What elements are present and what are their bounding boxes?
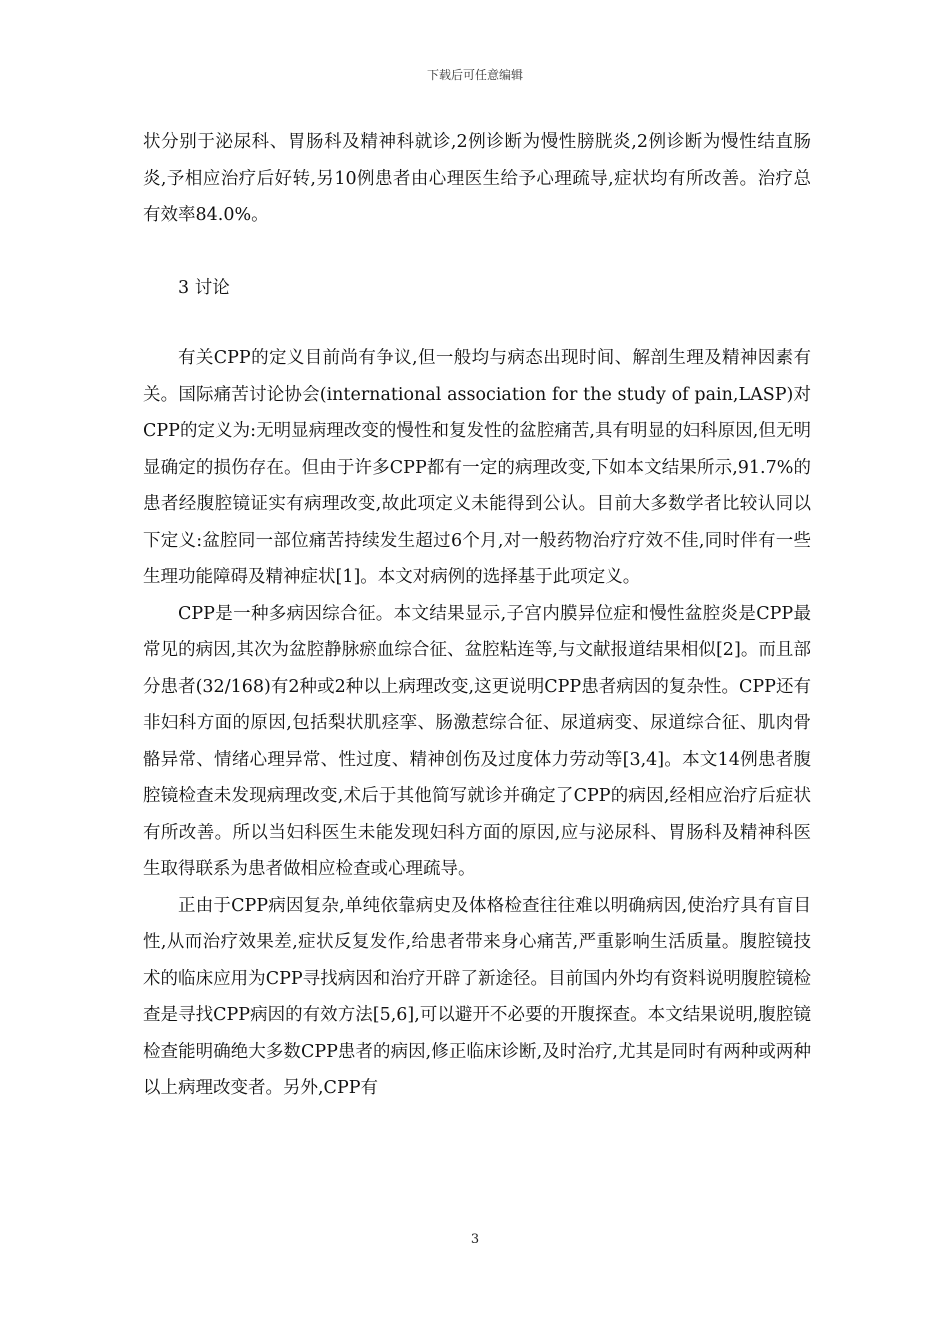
spacer: [143, 306, 811, 340]
spacer: [143, 234, 811, 270]
paragraph-definition: 有关CPP的定义目前尚有争议,但一般均与病态出现时间、解剖生理及精神因素有关。国际痛苦讨论协会(international association for the study of pain,LASP)对CPP的定义为:无明显病理改变的慢性和复发性的盆腔痛苦,具有明显的妇科原因,但无明显确定的损伤存在。但由于许多CPP都有一定的病理改变,下如本文结果所示,91.7%的患者经腹腔镜证实有病理改变,故此项定义未能得到公认。目前大多数学者比较认同以下定义:盆腔同一部位痛苦持续发生超过6个月,对一般药物治疗疗效不佳,同时伴有一些生理功能障碍及精神症状[1]。本文对病例的选择基于此项定义。: [143, 348, 811, 587]
section-heading: 3 讨论: [178, 277, 230, 298]
paragraph-laparoscopy: 正由于CPP病因复杂,单纯依靠病史及体格检查往往难以明确病因,使治疗具有盲目性,从而治疗效果差,症状反复发作,给患者带来身心痛苦,严重影响生活质量。腹腔镜技术的临床应用为CPP寻找病因和治疗开辟了新途径。目前国内外均有资料说明腹腔镜检查是寻找CPP病因的有效方法[5,6],可以避开不必要的开腹探查。本文结果说明,腹腔镜检查能明确绝大多数CPP患者的病因,修正临床诊断,及时治疗,尤其是同时有两种或两种以上病理改变者。另外,CPP有: [143, 895, 811, 1098]
paragraph-etiology: CPP是一种多病因综合征。本文结果显示,子宫内膜异位症和慢性盆腔炎是CPP最常见的病因,其次为盆腔静脉瘀血综合征、盆腔粘连等,与文献报道结果相似[2]。而且部分患者(32/168)有2种或2种以上病理改变,这更说明CPP患者病因的复杂性。CPP还有非妇科方面的原因,包括梨状肌痉挛、肠激惹综合征、尿道病变、尿道综合征、肌肉骨骼异常、情绪心理异常、性过度、精神创伤及过度体力劳动等[3,4]。本文14例患者腹腔镜检查未发现病理改变,术后于其他简写就诊并确定了CPP的病因,经相应治疗后症状有所改善。所以当妇科医生未能发现妇科方面的原因,应与泌尿科、胃肠科及精神科医生取得联系为患者做相应检查或心理疏导。: [143, 603, 811, 879]
paragraph-continuation: 状分别于泌尿科、胃肠科及精神科就诊,2例诊断为慢性膀胱炎,2例诊断为慢性结直肠炎,予相应治疗后好转,另10例患者由心理医生给予心理疏导,症状均有所改善。治疗总有效率84.0%。: [143, 132, 811, 225]
page-header: 下载后可任意编辑: [426, 68, 523, 82]
page-number: 3: [470, 1232, 480, 1247]
document-body: [143, 124, 811, 1107]
